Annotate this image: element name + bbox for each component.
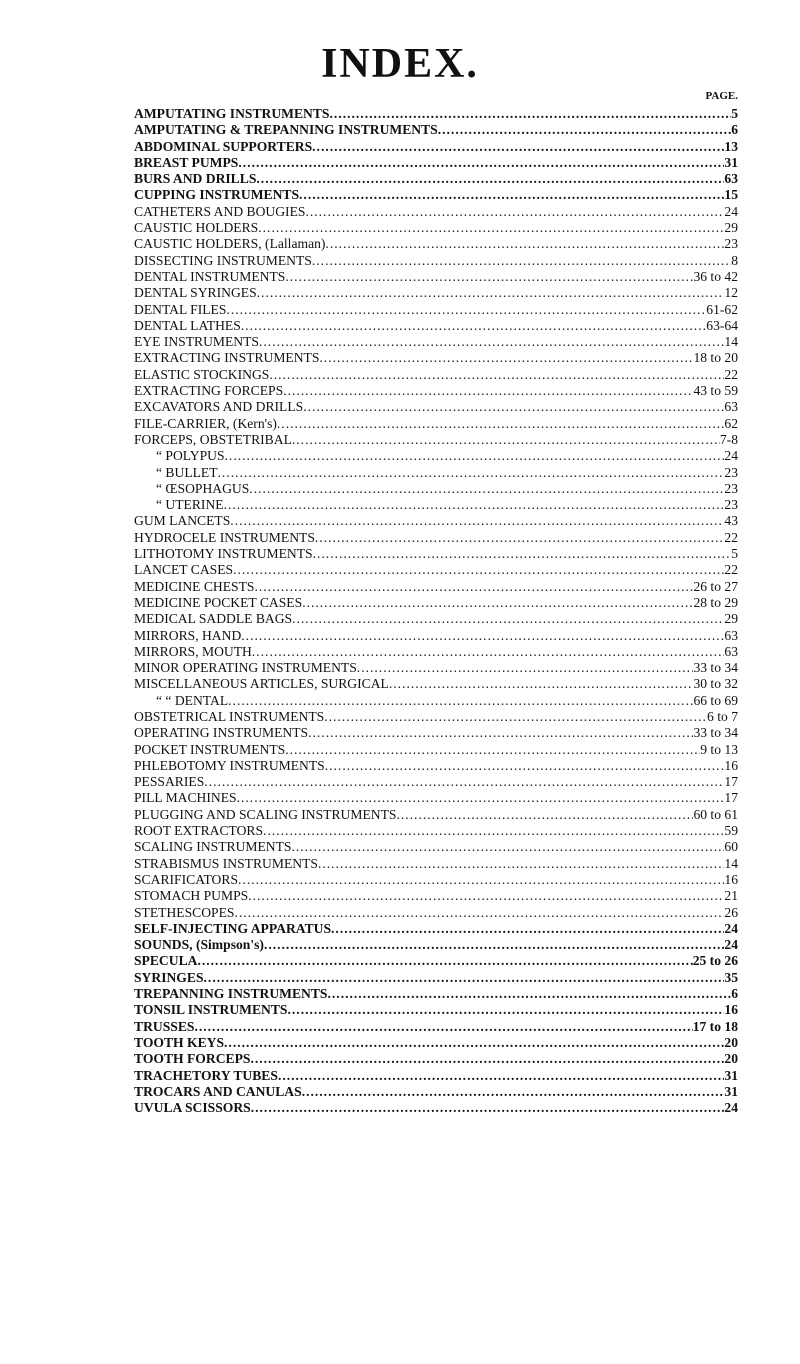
- index-entry: [134, 1019, 738, 1035]
- dot-leader: [389, 676, 694, 692]
- entry-page: 43 to 59: [693, 383, 738, 399]
- dot-leader: [194, 1019, 692, 1035]
- index-entry: [134, 953, 738, 969]
- entry-page: 24: [724, 203, 738, 219]
- entry-name: OBSTETRICAL INSTRUMENTS: [134, 708, 325, 724]
- entry-page: 7-8: [719, 431, 738, 447]
- dot-leader: [238, 155, 724, 171]
- entry-name: GUM LANCETS: [134, 513, 231, 529]
- index-entry: [134, 970, 738, 986]
- entry-page: 18 to 20: [693, 350, 738, 366]
- entry-name: CAUSTIC HOLDERS: [134, 220, 259, 236]
- dot-leader: [228, 693, 693, 709]
- page-column-label: PAGE.: [705, 90, 738, 102]
- dot-leader: [224, 497, 725, 513]
- entry-name: BREAST PUMPS: [134, 154, 239, 170]
- dot-leader: [251, 1100, 725, 1116]
- entry-name: PLUGGING AND SCALING INSTRUMENTS: [134, 806, 397, 822]
- dot-leader: [318, 856, 724, 872]
- dot-leader: [288, 1002, 725, 1018]
- dot-leader: [303, 399, 724, 415]
- entry-page: 26 to 27: [693, 578, 738, 594]
- dot-leader: [257, 285, 725, 301]
- dot-leader: [225, 448, 725, 464]
- index-entry: [134, 448, 738, 464]
- dot-leader: [254, 579, 693, 595]
- dot-leader: [312, 139, 724, 155]
- entry-name: SELF-INJECTING APPARATUS: [134, 920, 332, 936]
- dot-leader: [328, 986, 732, 1002]
- dot-leader: [324, 709, 707, 725]
- entry-name: PILL MACHINES: [134, 790, 237, 806]
- entry-name: DENTAL INSTRUMENTS: [134, 268, 286, 284]
- index-entry: [134, 758, 738, 774]
- index-entry: [134, 823, 738, 839]
- entry-page: 14: [724, 855, 738, 871]
- index-entry: [134, 350, 738, 366]
- dot-leader: [278, 1068, 724, 1084]
- entry-page: 24: [724, 1100, 738, 1116]
- entry-page: 29: [724, 220, 738, 236]
- entry-page: 62: [724, 415, 738, 431]
- index-entry: [134, 220, 738, 236]
- entry-name: “ UTERINE: [156, 497, 224, 513]
- index-entry: [134, 905, 738, 921]
- index-entry: [134, 513, 738, 529]
- page-title: INDEX.: [321, 41, 479, 87]
- entry-page: 63: [724, 171, 738, 187]
- entry-name: MIRRORS, HAND: [134, 627, 242, 643]
- entry-page: 66 to 69: [693, 692, 738, 708]
- entry-name: “ ŒSOPHAGUS: [156, 480, 250, 496]
- entry-name: ROOT EXTRACTORS: [134, 823, 264, 839]
- index-entry: [134, 171, 738, 187]
- entry-page: 22: [724, 529, 738, 545]
- entry-name: TOOTH KEYS: [134, 1034, 225, 1050]
- index-entry: [134, 1084, 738, 1100]
- dot-leader: [233, 562, 724, 578]
- dot-leader: [438, 122, 731, 138]
- entry-page: 61-62: [706, 301, 738, 317]
- entry-page: 60 to 61: [693, 806, 738, 822]
- entry-page: 17 to 18: [692, 1018, 738, 1034]
- entry-name: MEDICAL SADDLE BAGS: [134, 611, 293, 627]
- index-entry: [134, 367, 738, 383]
- dot-leader: [224, 1035, 724, 1051]
- dot-leader: [308, 725, 693, 741]
- entry-name: FORCEPS, OBSTETRIBAL: [134, 431, 292, 447]
- dot-leader: [291, 839, 724, 855]
- entry-name: PHLEBOTOMY INSTRUMENTS: [134, 757, 325, 773]
- entry-name: STRABISMUS INSTRUMENTS: [134, 855, 318, 871]
- entry-name: PESSARIES: [134, 774, 205, 790]
- index-entry: [134, 187, 738, 203]
- index-entry: [134, 790, 738, 806]
- index-entry: [134, 1100, 738, 1116]
- index-entry: [134, 530, 738, 546]
- entry-name: ABDOMINAL SUPPORTERS: [134, 138, 313, 154]
- dot-leader: [252, 644, 725, 660]
- entry-page: 63: [724, 643, 738, 659]
- index-entry: [134, 432, 738, 448]
- entry-name: DENTAL FILES: [134, 301, 227, 317]
- index-entry: [134, 839, 738, 855]
- entry-page: 6: [731, 986, 738, 1002]
- dot-leader: [277, 416, 725, 432]
- entry-page: 22: [724, 366, 738, 382]
- entry-name: TRUSSES: [134, 1018, 195, 1034]
- index-entry: [134, 546, 738, 562]
- entry-page: 25 to 26: [692, 953, 738, 969]
- dot-leader: [237, 790, 725, 806]
- index-entry: [134, 155, 738, 171]
- entry-page: 30 to 32: [693, 676, 738, 692]
- entry-page: 59: [724, 823, 738, 839]
- dot-leader: [238, 872, 724, 888]
- entry-name: CATHETERS AND BOUGIES: [134, 203, 306, 219]
- entry-page: 33 to 34: [693, 725, 738, 741]
- index-entry: [134, 676, 738, 692]
- index-entry: [134, 318, 738, 334]
- index-entry: [134, 595, 738, 611]
- index-entry: [134, 465, 738, 481]
- dot-leader: [258, 220, 724, 236]
- entry-name: SCALING INSTRUMENTS: [134, 839, 292, 855]
- entry-page: 17: [724, 774, 738, 790]
- entry-page: 63: [724, 627, 738, 643]
- dot-leader: [230, 513, 724, 529]
- dot-leader: [263, 823, 724, 839]
- entry-page: 35: [724, 969, 738, 985]
- dot-leader: [357, 660, 694, 676]
- index-entry: [134, 742, 738, 758]
- index-entry: [134, 807, 738, 823]
- index-entry: [134, 204, 738, 220]
- entry-page: 31: [724, 1083, 738, 1099]
- entry-name: HYDROCELE INSTRUMENTS: [134, 529, 315, 545]
- index-entry: [134, 236, 738, 252]
- index-entry: [134, 709, 738, 725]
- entry-name: “ “ DENTAL: [156, 692, 229, 708]
- entry-page: 6 to 7: [707, 708, 738, 724]
- dot-leader: [241, 628, 724, 644]
- entry-name: OPERATING INSTRUMENTS: [134, 725, 309, 741]
- entry-page: 63: [724, 399, 738, 415]
- dot-leader: [292, 611, 724, 627]
- entry-name: TOOTH FORCEPS: [134, 1051, 251, 1067]
- entry-name: MINOR OPERATING INSTRUMENTS: [134, 660, 357, 676]
- dot-leader: [264, 937, 724, 953]
- entry-page: 9 to 13: [700, 741, 738, 757]
- dot-leader: [292, 432, 720, 448]
- index-entry: [134, 302, 738, 318]
- index-entry: [134, 628, 738, 644]
- entry-name: SYRINGES: [134, 969, 204, 985]
- index-entry: [134, 122, 738, 138]
- dot-leader: [302, 1084, 725, 1100]
- index-entry: [134, 872, 738, 888]
- index-entry: [134, 1051, 738, 1067]
- entry-page: 43: [724, 513, 738, 529]
- dot-leader: [204, 774, 724, 790]
- entry-page: 21: [724, 888, 738, 904]
- entry-name: DENTAL SYRINGES: [134, 285, 257, 301]
- entry-name: MIRRORS, MOUTH: [134, 643, 252, 659]
- entry-page: 31: [724, 154, 738, 170]
- entry-page: 23: [724, 480, 738, 496]
- dot-leader: [331, 921, 724, 937]
- entry-name: UVULA SCISSORS: [134, 1100, 251, 1116]
- entry-page: 29: [724, 611, 738, 627]
- dot-leader: [204, 970, 725, 986]
- index-entry: [134, 562, 738, 578]
- entry-page: 28 to 29: [693, 594, 738, 610]
- entry-name: EYE INSTRUMENTS: [134, 334, 259, 350]
- entry-name: EXTRACTING INSTRUMENTS: [134, 350, 320, 366]
- dot-leader: [250, 1051, 724, 1067]
- entry-name: TRACHETORY TUBES: [134, 1067, 278, 1083]
- index-entry: [134, 334, 738, 350]
- entry-name: MISCELLANEOUS ARTICLES, SURGICAL: [134, 676, 389, 692]
- dot-leader: [325, 758, 725, 774]
- entry-page: 6: [731, 122, 738, 138]
- entry-name: POCKET INSTRUMENTS: [134, 741, 286, 757]
- dot-leader: [313, 546, 732, 562]
- dot-leader: [226, 302, 706, 318]
- entry-name: EXCAVATORS AND DRILLS: [134, 399, 304, 415]
- entry-name: CAUSTIC HOLDERS, (Lallaman): [134, 236, 326, 252]
- entry-name: MEDICINE POCKET CASES: [134, 594, 303, 610]
- dot-leader: [312, 253, 731, 269]
- index-entry: [134, 285, 738, 301]
- dot-leader: [325, 236, 724, 252]
- entry-page: 36 to 42: [693, 268, 738, 284]
- entry-page: 16: [724, 1002, 738, 1018]
- entry-page: 20: [724, 1051, 738, 1067]
- dot-leader: [285, 742, 700, 758]
- index-entry: [134, 106, 738, 122]
- index-entry: [134, 269, 738, 285]
- dot-leader: [299, 187, 724, 203]
- index-entry: [134, 579, 738, 595]
- dot-leader: [269, 367, 724, 383]
- entry-page: 17: [724, 790, 738, 806]
- entry-page: 16: [724, 871, 738, 887]
- index-entry: [134, 921, 738, 937]
- entry-name: MEDICINE CHESTS: [134, 578, 255, 594]
- dot-leader: [302, 595, 693, 611]
- entry-name: DISSECTING INSTRUMENTS: [134, 252, 312, 268]
- entry-name: DENTAL LATHES: [134, 317, 241, 333]
- index-entry: [134, 660, 738, 676]
- entry-name: CUPPING INSTRUMENTS: [134, 187, 300, 203]
- index-entry: [134, 1002, 738, 1018]
- index-entry: [134, 611, 738, 627]
- dot-leader: [241, 318, 707, 334]
- index-entry: [134, 888, 738, 904]
- entry-page: 5: [731, 106, 738, 121]
- entry-page: 31: [724, 1067, 738, 1083]
- index-entry: [134, 497, 738, 513]
- dot-leader: [319, 350, 693, 366]
- entry-page: 24: [724, 937, 738, 953]
- entry-page: 24: [724, 920, 738, 936]
- entry-page: 15: [724, 187, 738, 203]
- entry-page: 26: [724, 904, 738, 920]
- entry-name: AMPUTATING & TREPANNING INSTRUMENTS: [134, 122, 438, 138]
- entry-page: 8: [731, 252, 738, 268]
- entry-page: 63-64: [706, 317, 738, 333]
- index-entry: [134, 1068, 738, 1084]
- entry-name: SCARIFICATORS: [134, 871, 239, 887]
- index-entry: [134, 139, 738, 155]
- entry-page: 33 to 34: [693, 660, 738, 676]
- index-entry: [134, 986, 738, 1002]
- entry-name: AMPUTATING INSTRUMENTS: [134, 106, 330, 121]
- dot-leader: [315, 530, 725, 546]
- entry-name: “ POLYPUS: [156, 448, 225, 464]
- entry-page: 5: [731, 546, 738, 562]
- index-entry: [134, 693, 738, 709]
- entry-page: 24: [724, 448, 738, 464]
- index-entry: [134, 725, 738, 741]
- dot-leader: [249, 481, 724, 497]
- entry-name: FILE-CARRIER, (Kern's): [134, 415, 277, 431]
- entry-name: TREPANNING INSTRUMENTS: [134, 986, 328, 1002]
- entry-name: STOMACH PUMPS: [134, 888, 249, 904]
- dot-leader: [396, 807, 693, 823]
- dot-leader: [259, 334, 724, 350]
- dot-leader: [305, 204, 724, 220]
- dot-leader: [234, 905, 724, 921]
- dot-leader: [218, 465, 725, 481]
- index-entry: [134, 416, 738, 432]
- entry-page: 23: [724, 497, 738, 513]
- entry-name: SOUNDS, (Simpson's): [134, 937, 264, 953]
- entry-name: TROCARS AND CANULAS: [134, 1083, 302, 1099]
- entry-page: 23: [724, 236, 738, 252]
- entry-name: TONSIL INSTRUMENTS: [134, 1002, 288, 1018]
- index-entry: [134, 253, 738, 269]
- index-entry: [134, 399, 738, 415]
- index-entry: [134, 774, 738, 790]
- dot-leader: [256, 171, 724, 187]
- index-entry: [134, 937, 738, 953]
- entry-name: “ BULLET: [156, 464, 218, 480]
- entry-page: 20: [724, 1034, 738, 1050]
- entry-name: ELASTIC STOCKINGS: [134, 366, 270, 382]
- dot-leader: [285, 269, 693, 285]
- index-list: [134, 106, 738, 1116]
- index-entry: [134, 1035, 738, 1051]
- entry-name: BURS AND DRILLS: [134, 171, 257, 187]
- index-entry: [134, 856, 738, 872]
- entry-page: 22: [724, 562, 738, 578]
- entry-page: 13: [724, 138, 738, 154]
- index-entry: [134, 481, 738, 497]
- index-entry: [134, 383, 738, 399]
- dot-leader: [330, 106, 732, 122]
- entry-page: 60: [724, 839, 738, 855]
- dot-leader: [283, 383, 693, 399]
- entry-page: 14: [724, 334, 738, 350]
- entry-name: LITHOTOMY INSTRUMENTS: [134, 546, 313, 562]
- entry-page: 23: [724, 464, 738, 480]
- dot-leader: [197, 953, 692, 969]
- entry-name: LANCET CASES: [134, 562, 234, 578]
- entry-page: 16: [724, 757, 738, 773]
- entry-name: STETHESCOPES: [134, 904, 235, 920]
- entry-name: SPECULA: [134, 953, 198, 969]
- index-entry: [134, 644, 738, 660]
- dot-leader: [248, 888, 724, 904]
- entry-page: 12: [724, 285, 738, 301]
- entry-name: EXTRACTING FORCEPS: [134, 383, 284, 399]
